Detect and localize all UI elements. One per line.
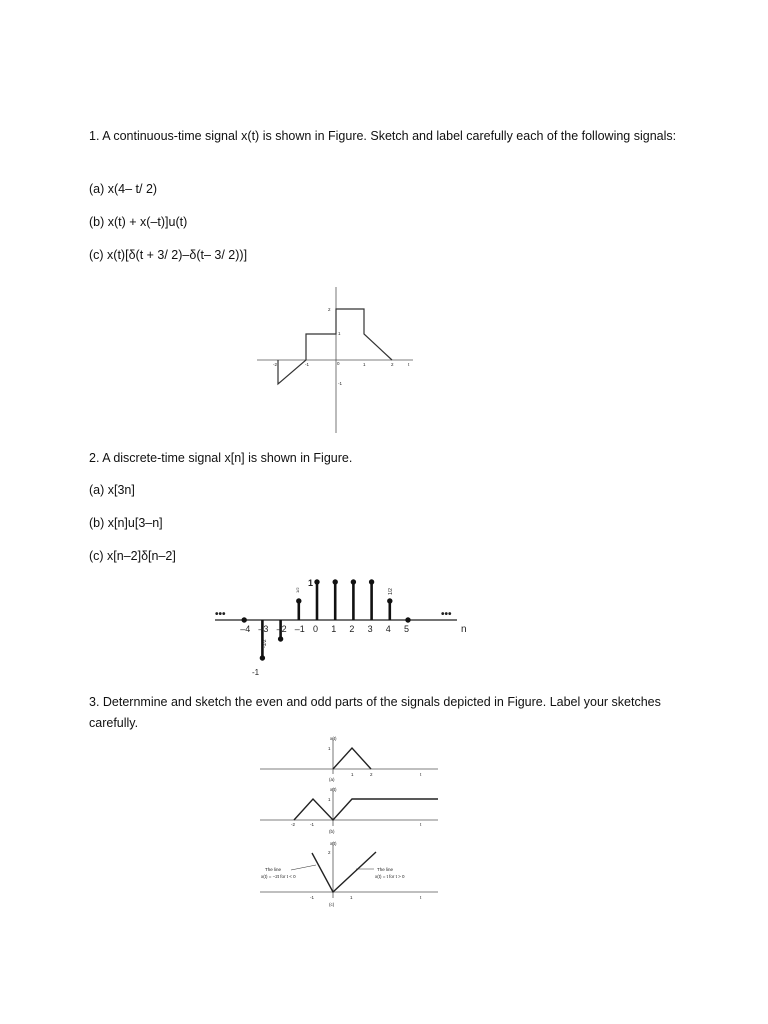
question-1-text: 1. A continuous-time signal x(t) is shown in Figure. Sketch and label carefully each of the following signals: xyxy=(89,129,677,143)
figure-2-stem-point xyxy=(314,579,319,584)
figure-3c-xlabel: t xyxy=(420,895,422,900)
figure-2-n-tick-label: 2 xyxy=(349,624,355,634)
figure-3c-signal xyxy=(258,840,443,910)
figure-3a-xtick-2: 2 xyxy=(370,772,373,777)
figure-1-xtick-0: 0 xyxy=(337,361,340,366)
question-2-text: 2. A discrete-time signal x[n] is shown in Figure. xyxy=(89,451,353,465)
figure-3b-signal xyxy=(258,786,443,836)
figure-2-stem-point xyxy=(242,617,247,622)
figure-3c-xtick-minus1: -1 xyxy=(310,895,315,900)
figure-3b-ytick: 1 xyxy=(328,797,331,802)
question-1-part-c: (c) x(t)[δ(t + 3/ 2)–δ(t– 3/ 2))] xyxy=(89,248,248,262)
figure-3c-right-note-1: The line xyxy=(377,867,394,872)
figure-3c-left-note-1: The line xyxy=(265,867,282,872)
question-3-text: 3. Deternmine and sketch the even and odd parts of the signals depicted in Figure. Label your sketches carefully. xyxy=(89,695,661,730)
figure-3a-triangle xyxy=(333,748,371,769)
figure-2-n-tick-label: 5 xyxy=(404,624,410,634)
figure-2-n-tick-label: 0 xyxy=(313,624,319,634)
figure-2-n-tick-label: 3 xyxy=(367,624,373,634)
figure-2-frac-half-right: 1/2 xyxy=(388,588,394,595)
figure-2-tick-labels xyxy=(240,624,409,634)
figure-2-n-tick-label: –4 xyxy=(240,624,251,634)
figure-3c-xtick-1: 1 xyxy=(350,895,353,900)
figure-2-stem-point xyxy=(369,579,374,584)
figure-1-ytick-minus1: -1 xyxy=(338,381,343,386)
figure-3b-caption: (b) xyxy=(329,829,335,834)
figure-3a-caption: (a) xyxy=(329,777,335,782)
figure-2-stem-point xyxy=(260,655,265,660)
figure-3c-left-arrow xyxy=(291,865,316,870)
figure-2-stem-point xyxy=(387,598,392,603)
figure-2-stem-point xyxy=(278,636,283,641)
figure-3b-xtick-minus2: -2 xyxy=(291,822,296,827)
figure-2-frac-minus-half: -1/2 xyxy=(262,639,268,648)
figure-2-frac-half-left: 1/2 xyxy=(295,587,300,593)
figure-2-n-tick-label: –3 xyxy=(258,624,269,634)
question-1-part-b: (b) x(t) + x(–t)]u(t) xyxy=(89,215,188,229)
figure-1-ytick-1: 1 xyxy=(338,331,341,336)
figure-2-ellipsis-left: ••• xyxy=(215,609,226,620)
figure-3a-xlabel: t xyxy=(420,772,422,777)
figure-3a-ylabel: x(t) xyxy=(330,736,337,741)
figure-2-stem-point xyxy=(296,598,301,603)
figure-2-stem-point xyxy=(333,579,338,584)
figure-3c-left-note-2: x(t) = −2t for t < 0 xyxy=(261,874,296,879)
figure-3a-signal xyxy=(258,734,443,782)
figure-3b-ylabel: x(t) xyxy=(330,787,337,792)
figure-2-n-tick-label: –1 xyxy=(294,624,305,634)
figure-1-xtick-2: 2 xyxy=(391,362,394,367)
figure-3a-xtick-1: 1 xyxy=(351,772,354,777)
figure-2-axis-label-n: n xyxy=(461,624,467,635)
figure-1-xtick-minus1: -1 xyxy=(305,362,310,367)
figure-3b-xlabel: t xyxy=(420,822,422,827)
figure-1-xtick-minus2: -2 xyxy=(273,362,278,367)
question-2-part-a: (a) x[3n] xyxy=(89,483,135,497)
figure-2-stem-point xyxy=(405,617,410,622)
figure-1-xlabel: t xyxy=(408,362,410,367)
figure-2-stem-point xyxy=(351,579,356,584)
question-2-part-c: (c) x[n–2]δ[n–2] xyxy=(89,549,176,563)
question-1-part-a: (a) x(4– t/ 2) xyxy=(89,182,158,196)
figure-3c-v-curve xyxy=(312,852,376,892)
figure-2-ellipsis-right: ••• xyxy=(441,609,452,620)
figure-1-ytick-2: 2 xyxy=(328,307,331,312)
figure-1-xtick-1: 1 xyxy=(363,362,366,367)
question-2-part-b: (b) x[n]u[3–n] xyxy=(89,516,163,530)
figure-2-value-1: 1 xyxy=(308,578,314,588)
figure-3c-right-note-2: x(t) = t for t > 0 xyxy=(375,874,405,879)
figure-3b-xtick-minus1: -1 xyxy=(310,822,315,827)
figure-3c-caption: (c) xyxy=(329,902,335,907)
figure-3c-ytick: 2 xyxy=(328,850,331,855)
figure-3b-signal-curve xyxy=(294,799,438,820)
figure-2-n-tick-label: 4 xyxy=(385,624,391,634)
figure-2-value-minus1: -1 xyxy=(252,668,260,677)
figure-3c-ylabel: x(t) xyxy=(330,841,337,846)
figure-2-n-tick-label: –2 xyxy=(276,624,287,634)
figure-2-n-tick-label: 1 xyxy=(331,624,337,634)
figure-3a-ytick: 1 xyxy=(328,746,331,751)
